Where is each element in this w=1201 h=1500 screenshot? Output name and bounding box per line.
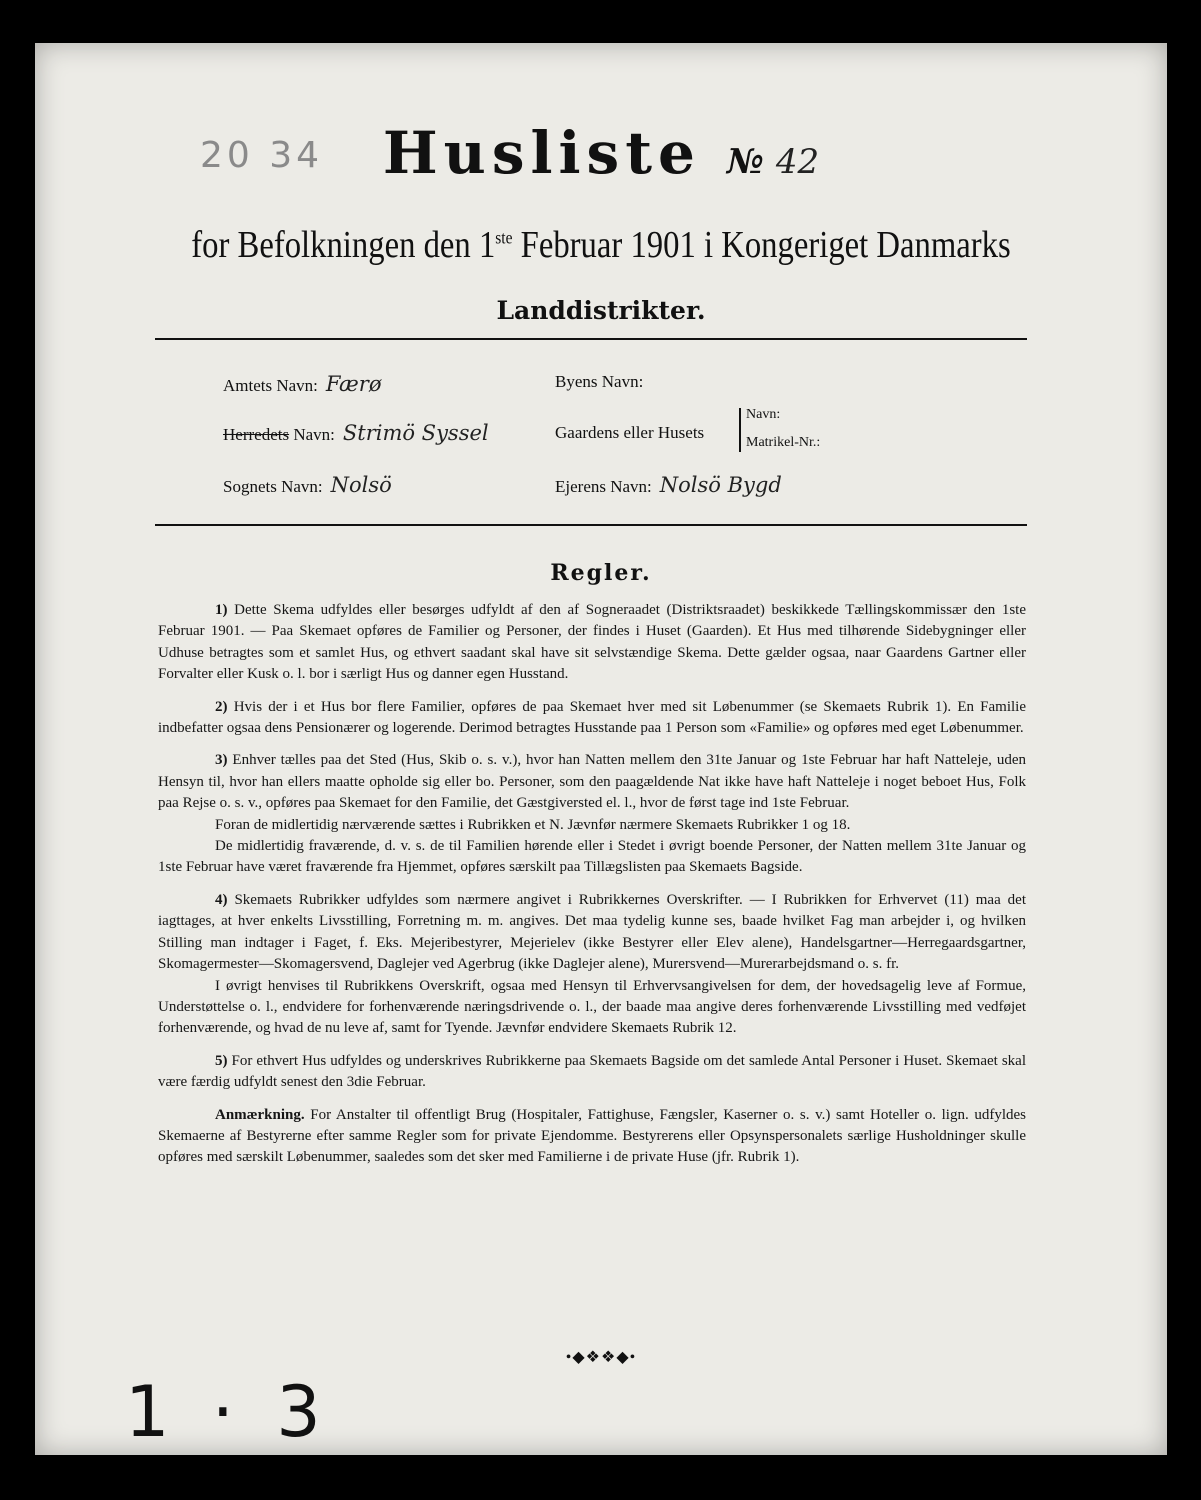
amt-field <box>223 372 381 396</box>
sogn-field <box>223 473 392 497</box>
page-title: Husliste <box>382 119 701 187</box>
divider-top <box>155 338 1027 340</box>
herred-value: Strimö Syssel <box>342 421 489 445</box>
pencil-mark: 20 34 <box>200 135 324 176</box>
gaard-field <box>555 423 704 443</box>
herred-field <box>223 421 489 445</box>
district-type: Landdistrikter. <box>496 296 706 325</box>
gaard-matrikel-label: Matrikel-Nr.: <box>746 435 821 450</box>
subtitle-post: Februar 1901 i Kongeriget Danmarks <box>512 224 1011 266</box>
ejer-field <box>555 473 782 497</box>
ornament: •◆❖❖◆• <box>565 1349 637 1366</box>
rule-3-cont-b: De midlertidig fraværende, d. v. s. de til Familien hørende eller i Stedet i øvrigt boende Personer, der Natten mellem 31te Januar og 1ste Februar have været fraværende fra Hjemmet, opføres særskilt paa Tillægslisten paa Skemaets Bagside. <box>158 838 1026 876</box>
title-row <box>35 119 1167 187</box>
by-field <box>555 372 643 392</box>
by-label: Byens Navn: <box>555 372 644 391</box>
gaard-label: Gaardens eller Husets <box>555 423 705 442</box>
herred-label-struck: Herredets <box>223 425 290 444</box>
sogn-label: Sognets Navn: <box>223 477 323 496</box>
amt-value: Færø <box>325 372 382 396</box>
brace-line <box>739 408 741 452</box>
census-form-page <box>35 43 1167 1455</box>
sogn-value: Nolsö <box>330 473 392 497</box>
divider-bottom <box>155 524 1027 526</box>
ejer-label: Ejerens Navn: <box>555 477 652 496</box>
subtitle-sup: ste <box>495 227 513 248</box>
rule-4: 4) Skemaets Rubrikker udfyldes som nærmere angivet i Rubrikkernes Overskrifter. — I Rubrikken for Erhvervet (11) maa det iagttages, at hver enkelts Livsstilling, Forretning m. m. angives. Det maa tydelig kunne ses, baade hvilket Fag man arbejder i, og hvilken Stilling man indtager i Faget, f. Eks. Mejeribestyrer, Mejerielev (ikke Bestyrer eller Elev alene), Handelsgartner—Herregaardsgartner, Skomagermester—Skomagersvend, Daglejer ved Agerbrug (ikke Daglejer alene), Murersvend—Murerarbejdsmand o. s. fr. <box>158 891 1027 973</box>
rule-3: 3) Enhver tælles paa det Sted (Hus, Skib o. s. v.), hvor han Natten mellem den 31te Januar og 1ste Februar har haft Natteleje, uden Hensyn til, hvor han ellers maatte opholde sig eller bo. Personer, som den paagældende Nat ikke have haft Natteleje i noget beboet Hus, Folk paa Rejse o. s. v., opføres paa Skemaet for den Familie, det Gæstgiversted el. l., hvor de først tage ind 1ste Februar. <box>158 752 1026 812</box>
rule-1: 1) Dette Skema udfyldes eller besørges udfyldt af den af Sogneraadet (Distriktsraadet) beskikkede Tællingskommissær den 1ste Februar 1901. — Paa Skemaet opføres de Familier og Personer, der findes i Huset (Gaarden). Et Hus med tilhørende Sidebygninger eller Udhuse betragtes som et samlet Hus, og ethvert saadant skal have sit selvstændige Skema. Dette gælder ogsaa, naar Gaardens Gartner eller Forvalter eller Kusk o. l. bor i særligt Hus og danner egen Husstand. <box>158 602 1027 683</box>
herred-label: Navn: <box>293 425 335 444</box>
annotation: Anmærkning. For Anstalter til offentligt Brug (Hospitaler, Fattighuse, Fængsler, Kaserner o. s. v.) samt Hoteller o. lign. udfyldes Skemaerne af Bestyrerne efter samme Regler som for private Ejendomme. Bestyrerens eller Opsynspersonalets særlige Husholdninger skulle opføres med særskilt Løbenummer, saaledes som det sker med Familierne i de private Huse (jfr. Rubrik 1). <box>158 1106 1027 1166</box>
gaard-navn-label: Navn: <box>746 407 781 422</box>
subtitle-pre: for Befolkningen den 1 <box>191 224 496 266</box>
bottom-handwriting: 1 · 3 <box>125 1371 331 1453</box>
rule-2: 2) Hvis der i et Hus bor flere Familier, opføres de paa Skemaet hver med sit Løbenummer (se Skemaets Rubrik 1). En Familie indbefatter ogsaa dens Pensionærer og logerende. Derimod betragtes Husstande paa 1 Person som «Familie» og opføres med eget Løbenummer. <box>158 698 1027 737</box>
list-number: 42 <box>775 142 820 182</box>
rules-title: Regler. <box>550 560 652 586</box>
rules-body <box>158 600 1026 1180</box>
subtitle <box>114 223 1088 267</box>
rule-5: 5) For ethvert Hus udfyldes og underskrives Rubrikkerne paa Skemaets Bagside om det samlede Antal Personer i Huset. Skemaet skal være færdig udfyldt senest den 3die Februar. <box>158 1052 1026 1091</box>
amt-label: Amtets Navn: <box>223 376 318 395</box>
rule-4-cont: I øvrigt henvises til Rubrikkens Overskrift, ogsaa med Hensyn til Erhvervsangivelsen for dem, der hovedsagelig leve af Formue, Understøttelse o. l., endvidere for forhenværende næringsdrivende o. l., der baade maa angive deres forhenværende Livsstilling med vedføjet forhenværende, og hvad de nu leve af, samt for Tyende. Jævnfør endvidere Skemaets Rubrik 12. <box>158 977 1026 1037</box>
rule-3-cont-a: Foran de midlertidig nærværende sættes i Rubrikken et N. Jævnfør nærmere Skemaets Rubrikker 1 og 18. <box>215 816 851 833</box>
ejer-value: Nolsö Bygd <box>659 473 782 497</box>
number-label: № <box>726 142 764 182</box>
